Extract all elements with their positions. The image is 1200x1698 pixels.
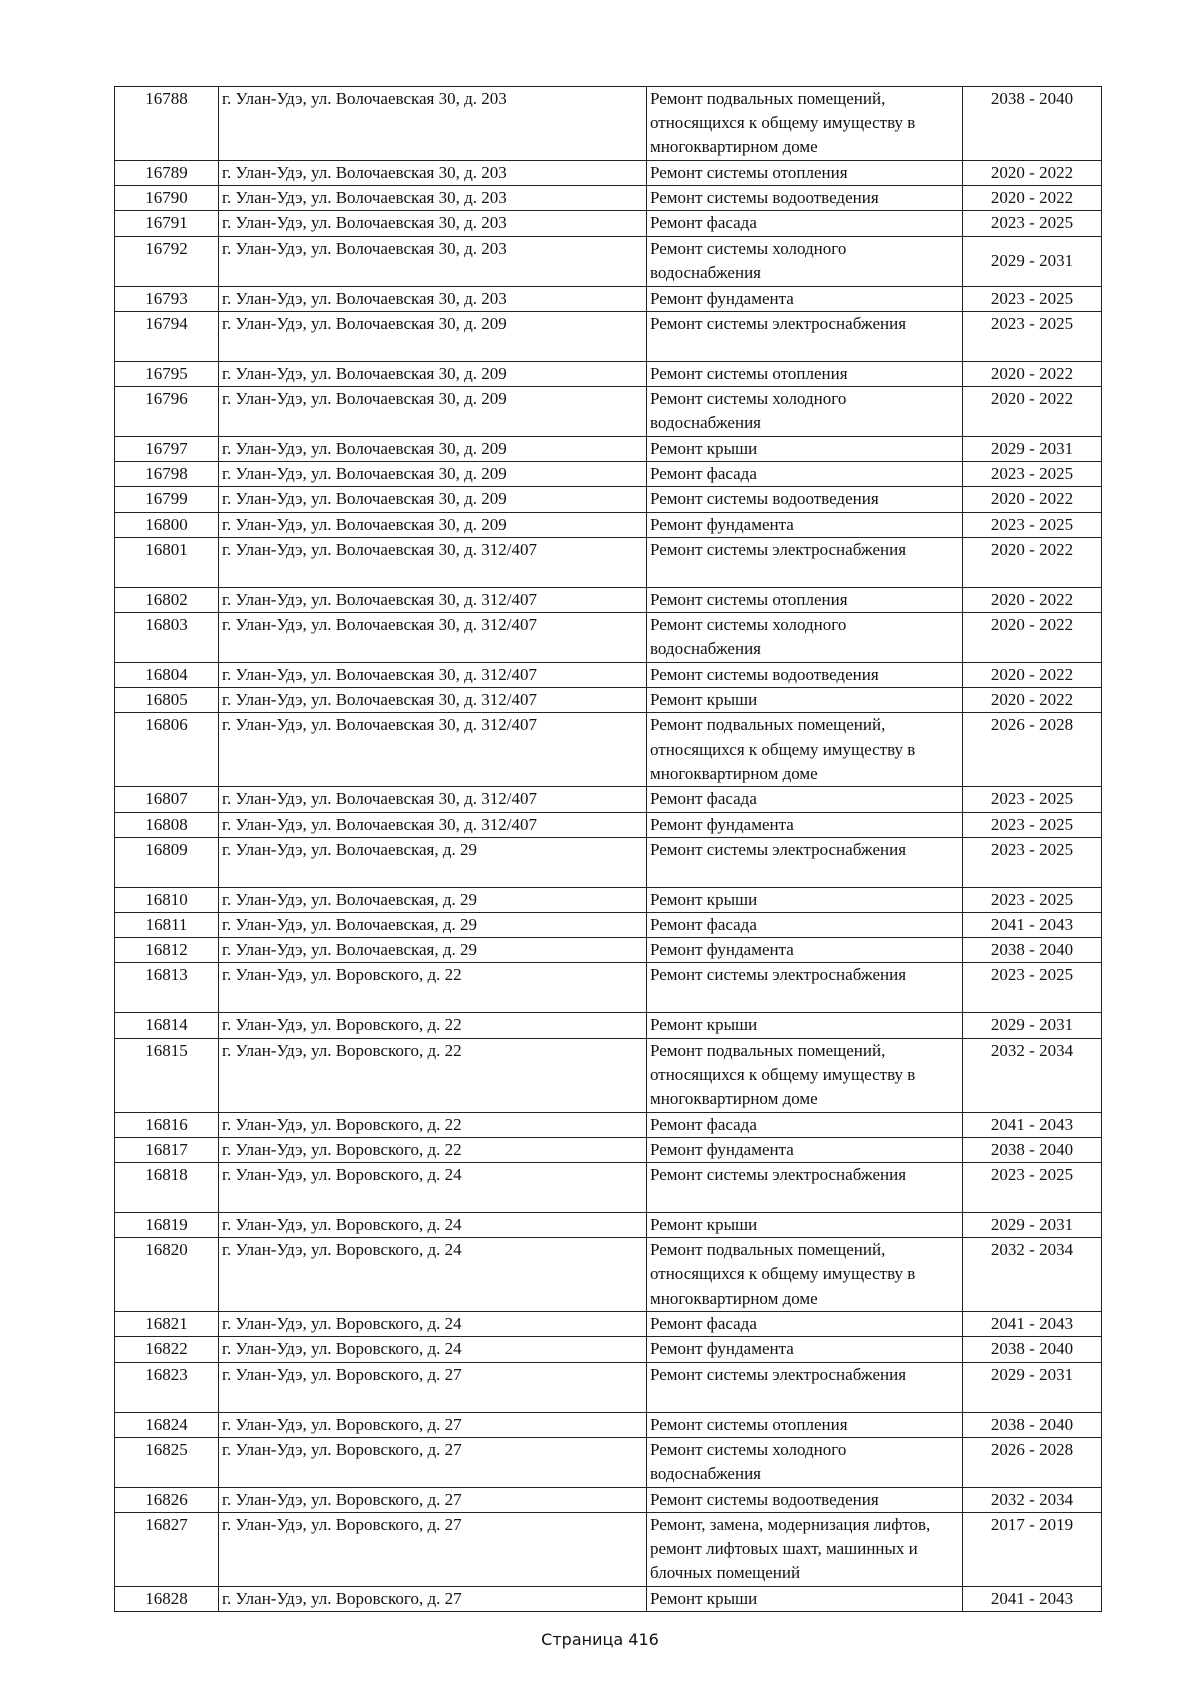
work-type-cell: Ремонт системы электроснабжения [647, 1362, 963, 1412]
period-cell: 2023 - 2025 [963, 211, 1102, 236]
period-cell: 2038 - 2040 [963, 1412, 1102, 1437]
table-row [115, 1238, 1102, 1312]
address-cell: г. Улан-Удэ, ул. Волочаевская 30, д. 312/407 [219, 812, 647, 837]
period-cell: 2023 - 2025 [963, 462, 1102, 487]
work-type-cell: Ремонт системы холодного водоснабжения [647, 613, 963, 663]
address-cell: г. Улан-Удэ, ул. Волочаевская 30, д. 312/407 [219, 713, 647, 787]
work-type-cell: Ремонт системы водоотведения [647, 487, 963, 512]
row-number-cell: 16811 [115, 913, 219, 938]
address-cell: г. Улан-Удэ, ул. Воровского, д. 22 [219, 1013, 647, 1038]
work-type-cell: Ремонт системы отопления [647, 161, 963, 186]
table-row [115, 311, 1102, 361]
address-cell: г. Улан-Удэ, ул. Воровского, д. 24 [219, 1238, 647, 1312]
row-number-cell: 16798 [115, 462, 219, 487]
period-cell: 2020 - 2022 [963, 487, 1102, 512]
period-cell: 2026 - 2028 [963, 713, 1102, 787]
table-row [115, 713, 1102, 787]
address-cell: г. Улан-Удэ, ул. Воровского, д. 27 [219, 1362, 647, 1412]
row-number-cell: 16827 [115, 1513, 219, 1587]
table-row [115, 211, 1102, 236]
row-number-cell: 16821 [115, 1312, 219, 1337]
row-number-cell: 16824 [115, 1412, 219, 1437]
period-cell: 2023 - 2025 [963, 512, 1102, 537]
period-cell: 2020 - 2022 [963, 361, 1102, 386]
work-type-cell: Ремонт фундамента [647, 512, 963, 537]
period-cell: 2038 - 2040 [963, 1337, 1102, 1362]
address-cell: г. Улан-Удэ, ул. Воровского, д. 22 [219, 1112, 647, 1137]
row-number-cell: 16799 [115, 487, 219, 512]
period-cell: 2041 - 2043 [963, 1312, 1102, 1337]
row-number-cell: 16789 [115, 161, 219, 186]
table-row [115, 663, 1102, 688]
work-type-cell: Ремонт системы водоотведения [647, 186, 963, 211]
table-body [115, 87, 1102, 1612]
row-number-cell: 16810 [115, 887, 219, 912]
period-cell: 2020 - 2022 [963, 186, 1102, 211]
work-type-cell: Ремонт системы холодного водоснабжения [647, 387, 963, 437]
work-type-cell: Ремонт фасада [647, 913, 963, 938]
work-type-cell: Ремонт системы водоотведения [647, 663, 963, 688]
address-cell: г. Улан-Удэ, ул. Воровского, д. 27 [219, 1513, 647, 1587]
table-row [115, 487, 1102, 512]
row-number-cell: 16826 [115, 1487, 219, 1512]
row-number-cell: 16794 [115, 311, 219, 361]
address-cell: г. Улан-Удэ, ул. Волочаевская 30, д. 203 [219, 236, 647, 286]
address-cell: г. Улан-Удэ, ул. Волочаевская 30, д. 203 [219, 161, 647, 186]
work-type-cell: Ремонт системы холодного водоснабжения [647, 1437, 963, 1487]
work-type-cell: Ремонт подвальных помещений, относящихся к общему имуществу в многоквартирном доме [647, 1238, 963, 1312]
address-cell: г. Улан-Удэ, ул. Волочаевская 30, д. 209 [219, 462, 647, 487]
table-row [115, 837, 1102, 887]
table-row [115, 1112, 1102, 1137]
address-cell: г. Улан-Удэ, ул. Воровского, д. 22 [219, 963, 647, 1013]
table-row [115, 1487, 1102, 1512]
work-type-cell: Ремонт фундамента [647, 286, 963, 311]
period-cell: 2023 - 2025 [963, 311, 1102, 361]
period-cell: 2032 - 2034 [963, 1487, 1102, 1512]
table-row [115, 1312, 1102, 1337]
address-cell: г. Улан-Удэ, ул. Волочаевская 30, д. 312/407 [219, 613, 647, 663]
period-cell: 2032 - 2034 [963, 1038, 1102, 1112]
row-number-cell: 16819 [115, 1213, 219, 1238]
work-type-cell: Ремонт системы отопления [647, 587, 963, 612]
row-number-cell: 16792 [115, 236, 219, 286]
table-row [115, 887, 1102, 912]
table-row [115, 963, 1102, 1013]
work-type-cell: Ремонт системы электроснабжения [647, 537, 963, 587]
address-cell: г. Улан-Удэ, ул. Волочаевская 30, д. 209 [219, 512, 647, 537]
work-type-cell: Ремонт, замена, модернизация лифтов, ремонт лифтовых шахт, машинных и блочных помещений [647, 1513, 963, 1587]
work-type-cell: Ремонт системы электроснабжения [647, 963, 963, 1013]
address-cell: г. Улан-Удэ, ул. Волочаевская 30, д. 312/407 [219, 688, 647, 713]
row-number-cell: 16801 [115, 537, 219, 587]
row-number-cell: 16808 [115, 812, 219, 837]
table-row [115, 1337, 1102, 1362]
table-row [115, 913, 1102, 938]
address-cell: г. Улан-Удэ, ул. Волочаевская 30, д. 209 [219, 311, 647, 361]
period-cell: 2029 - 2031 [963, 1013, 1102, 1038]
row-number-cell: 16815 [115, 1038, 219, 1112]
period-cell: 2023 - 2025 [963, 963, 1102, 1013]
table-row [115, 938, 1102, 963]
work-type-cell: Ремонт крыши [647, 1587, 963, 1612]
work-type-cell: Ремонт системы водоотведения [647, 1487, 963, 1512]
row-number-cell: 16796 [115, 387, 219, 437]
table-row [115, 186, 1102, 211]
address-cell: г. Улан-Удэ, ул. Волочаевская 30, д. 203 [219, 87, 647, 161]
work-type-cell: Ремонт фасада [647, 211, 963, 236]
table-row [115, 1013, 1102, 1038]
work-type-cell: Ремонт крыши [647, 1213, 963, 1238]
period-cell: 2041 - 2043 [963, 1587, 1102, 1612]
table-row [115, 87, 1102, 161]
period-cell: 2020 - 2022 [963, 387, 1102, 437]
work-type-cell: Ремонт системы электроснабжения [647, 837, 963, 887]
period-cell: 2029 - 2031 [963, 1213, 1102, 1238]
row-number-cell: 16807 [115, 787, 219, 812]
work-type-cell: Ремонт фасада [647, 787, 963, 812]
work-type-cell: Ремонт фундамента [647, 938, 963, 963]
work-type-cell: Ремонт системы электроснабжения [647, 311, 963, 361]
row-number-cell: 16825 [115, 1437, 219, 1487]
table-row [115, 1137, 1102, 1162]
address-cell: г. Улан-Удэ, ул. Волочаевская, д. 29 [219, 837, 647, 887]
table-row [115, 1412, 1102, 1437]
period-cell: 2029 - 2031 [963, 1362, 1102, 1412]
row-number-cell: 16797 [115, 437, 219, 462]
row-number-cell: 16795 [115, 361, 219, 386]
period-cell: 2023 - 2025 [963, 1163, 1102, 1213]
period-cell: 2023 - 2025 [963, 812, 1102, 837]
row-number-cell: 16806 [115, 713, 219, 787]
address-cell: г. Улан-Удэ, ул. Волочаевская, д. 29 [219, 938, 647, 963]
table-row [115, 812, 1102, 837]
table-row [115, 512, 1102, 537]
table-row [115, 1587, 1102, 1612]
table-row [115, 1362, 1102, 1412]
table-row [115, 437, 1102, 462]
row-number-cell: 16816 [115, 1112, 219, 1137]
row-number-cell: 16803 [115, 613, 219, 663]
period-cell: 2026 - 2028 [963, 1437, 1102, 1487]
table-row [115, 361, 1102, 386]
page-number: Страница 416 [541, 1630, 659, 1649]
address-cell: г. Улан-Удэ, ул. Воровского, д. 24 [219, 1337, 647, 1362]
address-cell: г. Улан-Удэ, ул. Волочаевская 30, д. 203 [219, 211, 647, 236]
address-cell: г. Улан-Удэ, ул. Волочаевская, д. 29 [219, 913, 647, 938]
period-cell: 2038 - 2040 [963, 938, 1102, 963]
work-type-cell: Ремонт подвальных помещений, относящихся к общему имуществу в многоквартирном доме [647, 1038, 963, 1112]
work-type-cell: Ремонт фасада [647, 1112, 963, 1137]
address-cell: г. Улан-Удэ, ул. Волочаевская 30, д. 312/407 [219, 787, 647, 812]
row-number-cell: 16812 [115, 938, 219, 963]
table-row [115, 1513, 1102, 1587]
table-row [115, 587, 1102, 612]
row-number-cell: 16820 [115, 1238, 219, 1312]
address-cell: г. Улан-Удэ, ул. Волочаевская 30, д. 209 [219, 387, 647, 437]
address-cell: г. Улан-Удэ, ул. Воровского, д. 22 [219, 1038, 647, 1112]
address-cell: г. Улан-Удэ, ул. Воровского, д. 24 [219, 1312, 647, 1337]
address-cell: г. Улан-Удэ, ул. Воровского, д. 24 [219, 1163, 647, 1213]
period-cell: 2020 - 2022 [963, 663, 1102, 688]
table-row [115, 387, 1102, 437]
work-type-cell: Ремонт системы холодного водоснабжения [647, 236, 963, 286]
row-number-cell: 16809 [115, 837, 219, 887]
address-cell: г. Улан-Удэ, ул. Волочаевская 30, д. 209 [219, 437, 647, 462]
period-cell: 2020 - 2022 [963, 688, 1102, 713]
period-cell: 2020 - 2022 [963, 613, 1102, 663]
period-cell: 2041 - 2043 [963, 1112, 1102, 1137]
row-number-cell: 16802 [115, 587, 219, 612]
address-cell: г. Улан-Удэ, ул. Волочаевская 30, д. 312/407 [219, 663, 647, 688]
row-number-cell: 16822 [115, 1337, 219, 1362]
repair-schedule-table [114, 86, 1102, 1612]
table-row [115, 1437, 1102, 1487]
table-row [115, 613, 1102, 663]
row-number-cell: 16800 [115, 512, 219, 537]
work-type-cell: Ремонт фасада [647, 1312, 963, 1337]
period-cell: 2023 - 2025 [963, 887, 1102, 912]
address-cell: г. Улан-Удэ, ул. Воровского, д. 27 [219, 1487, 647, 1512]
address-cell: г. Улан-Удэ, ул. Волочаевская 30, д. 209 [219, 487, 647, 512]
row-number-cell: 16804 [115, 663, 219, 688]
period-cell: 2020 - 2022 [963, 161, 1102, 186]
work-type-cell: Ремонт фасада [647, 462, 963, 487]
table-row [115, 787, 1102, 812]
period-cell: 2038 - 2040 [963, 87, 1102, 161]
period-cell: 2023 - 2025 [963, 286, 1102, 311]
period-cell: 2029 - 2031 [963, 437, 1102, 462]
address-cell: г. Улан-Удэ, ул. Волочаевская 30, д. 203 [219, 186, 647, 211]
work-type-cell: Ремонт системы отопления [647, 361, 963, 386]
work-type-cell: Ремонт системы отопления [647, 1412, 963, 1437]
row-number-cell: 16788 [115, 87, 219, 161]
address-cell: г. Улан-Удэ, ул. Волочаевская 30, д. 209 [219, 361, 647, 386]
row-number-cell: 16791 [115, 211, 219, 236]
table-row [115, 161, 1102, 186]
work-type-cell: Ремонт крыши [647, 887, 963, 912]
period-cell: 2041 - 2043 [963, 913, 1102, 938]
period-cell: 2020 - 2022 [963, 587, 1102, 612]
work-type-cell: Ремонт фундамента [647, 812, 963, 837]
table-row [115, 537, 1102, 587]
period-cell: 2029 - 2031 [963, 236, 1102, 286]
table-row [115, 1038, 1102, 1112]
address-cell: г. Улан-Удэ, ул. Воровского, д. 27 [219, 1587, 647, 1612]
row-number-cell: 16817 [115, 1137, 219, 1162]
row-number-cell: 16790 [115, 186, 219, 211]
work-type-cell: Ремонт фундамента [647, 1337, 963, 1362]
work-type-cell: Ремонт крыши [647, 688, 963, 713]
row-number-cell: 16818 [115, 1163, 219, 1213]
address-cell: г. Улан-Удэ, ул. Волочаевская 30, д. 203 [219, 286, 647, 311]
table-row [115, 236, 1102, 286]
work-type-cell: Ремонт системы электроснабжения [647, 1163, 963, 1213]
period-cell: 2032 - 2034 [963, 1238, 1102, 1312]
period-cell: 2038 - 2040 [963, 1137, 1102, 1162]
work-type-cell: Ремонт фундамента [647, 1137, 963, 1162]
table-row [115, 1163, 1102, 1213]
work-type-cell: Ремонт подвальных помещений, относящихся к общему имуществу в многоквартирном доме [647, 713, 963, 787]
address-cell: г. Улан-Удэ, ул. Волочаевская 30, д. 312/407 [219, 587, 647, 612]
row-number-cell: 16814 [115, 1013, 219, 1038]
address-cell: г. Улан-Удэ, ул. Воровского, д. 27 [219, 1412, 647, 1437]
row-number-cell: 16793 [115, 286, 219, 311]
address-cell: г. Улан-Удэ, ул. Волочаевская 30, д. 312/407 [219, 537, 647, 587]
period-cell: 2023 - 2025 [963, 837, 1102, 887]
work-type-cell: Ремонт крыши [647, 437, 963, 462]
address-cell: г. Улан-Удэ, ул. Воровского, д. 22 [219, 1137, 647, 1162]
table-row [115, 462, 1102, 487]
period-cell: 2017 - 2019 [963, 1513, 1102, 1587]
table-row [115, 688, 1102, 713]
row-number-cell: 16823 [115, 1362, 219, 1412]
row-number-cell: 16805 [115, 688, 219, 713]
work-type-cell: Ремонт крыши [647, 1013, 963, 1038]
address-cell: г. Улан-Удэ, ул. Волочаевская, д. 29 [219, 887, 647, 912]
period-cell: 2023 - 2025 [963, 787, 1102, 812]
address-cell: г. Улан-Удэ, ул. Воровского, д. 24 [219, 1213, 647, 1238]
table-row [115, 1213, 1102, 1238]
row-number-cell: 16813 [115, 963, 219, 1013]
work-type-cell: Ремонт подвальных помещений, относящихся к общему имуществу в многоквартирном доме [647, 87, 963, 161]
row-number-cell: 16828 [115, 1587, 219, 1612]
table-row [115, 286, 1102, 311]
period-cell: 2020 - 2022 [963, 537, 1102, 587]
address-cell: г. Улан-Удэ, ул. Воровского, д. 27 [219, 1437, 647, 1487]
